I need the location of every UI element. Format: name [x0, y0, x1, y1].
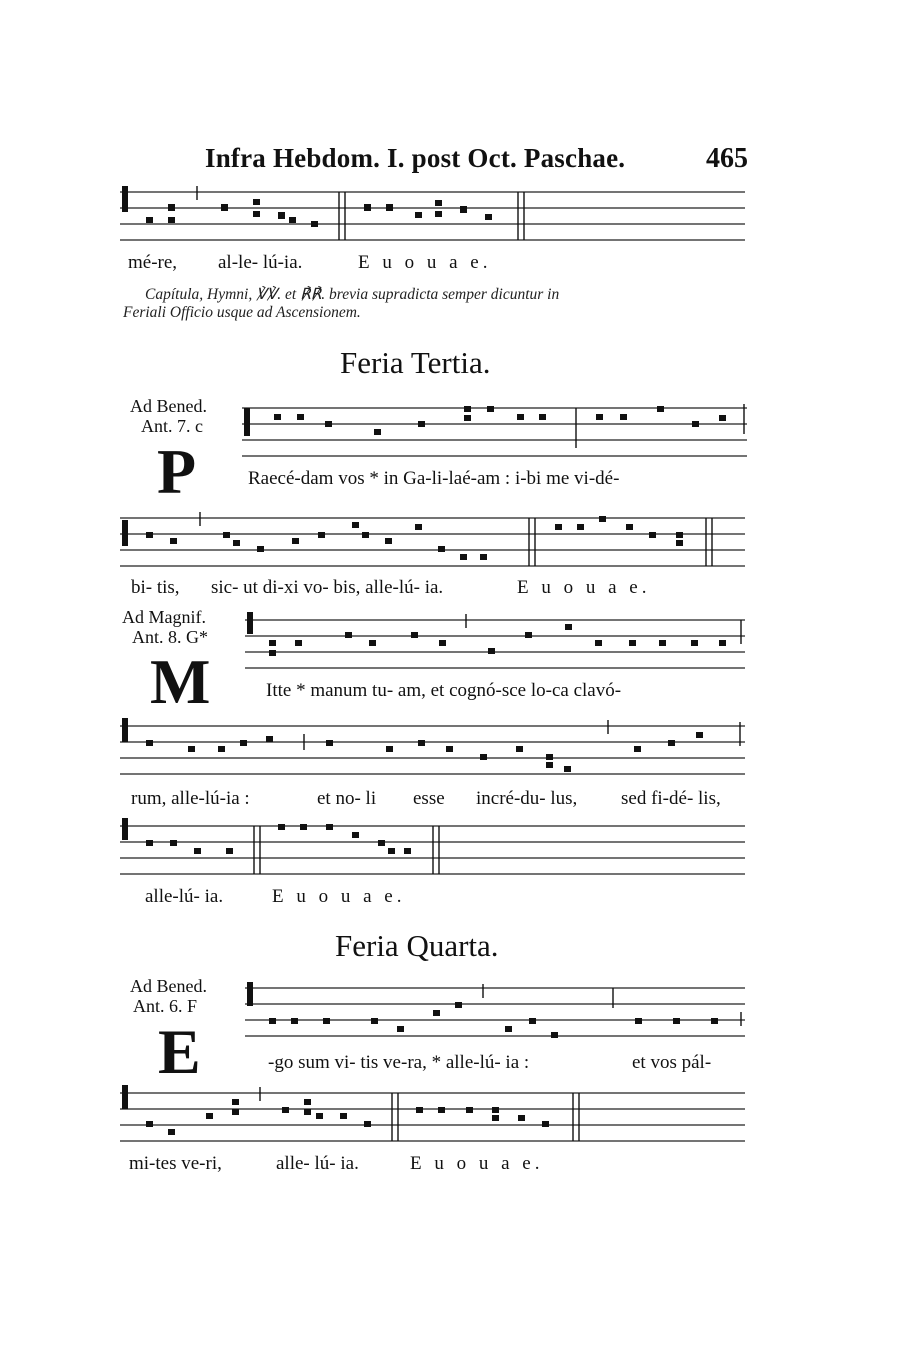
drop-initial-m: M: [150, 646, 211, 717]
music-staff: [245, 612, 745, 672]
music-staff: [245, 982, 745, 1042]
running-header-title: Infra Hebdom. I. post Oct. Paschae.: [205, 143, 626, 173]
antiphon-label: Ad Magnif. Ant. 8. G*: [122, 607, 208, 647]
music-staff: [120, 510, 745, 570]
drop-initial-e: E: [158, 1016, 201, 1087]
drop-initial-p: P: [157, 436, 197, 507]
music-staff: [242, 402, 747, 462]
page-number: 465: [706, 143, 748, 174]
antiphon-label: Ad Bened. Ant. 6. F: [130, 976, 207, 1016]
section-title-feria-quarta: Feria Quarta.: [335, 928, 499, 963]
music-staff: [120, 186, 745, 248]
music-staff: [120, 818, 745, 880]
lyric-line: Itte * manum tu- am, et cognó-sce lo-ca clavó-: [266, 680, 622, 701]
section-title-feria-tertia: Feria Tertia.: [340, 345, 491, 380]
lyric-line: Raecé-dam vos * in Ga-li-laé-am : i-bi me vi-dé-: [248, 468, 620, 489]
music-staff: [120, 1085, 745, 1147]
antiphon-label: Ad Bened. Ant. 7. c: [130, 396, 207, 436]
rubric-text: Capítula, Hymni, ℣℣. et ℟℟. brevia supradicta semper dicuntur in Feriali Officio usque ad Ascensionem.: [123, 286, 560, 321]
music-staff: [120, 718, 745, 780]
